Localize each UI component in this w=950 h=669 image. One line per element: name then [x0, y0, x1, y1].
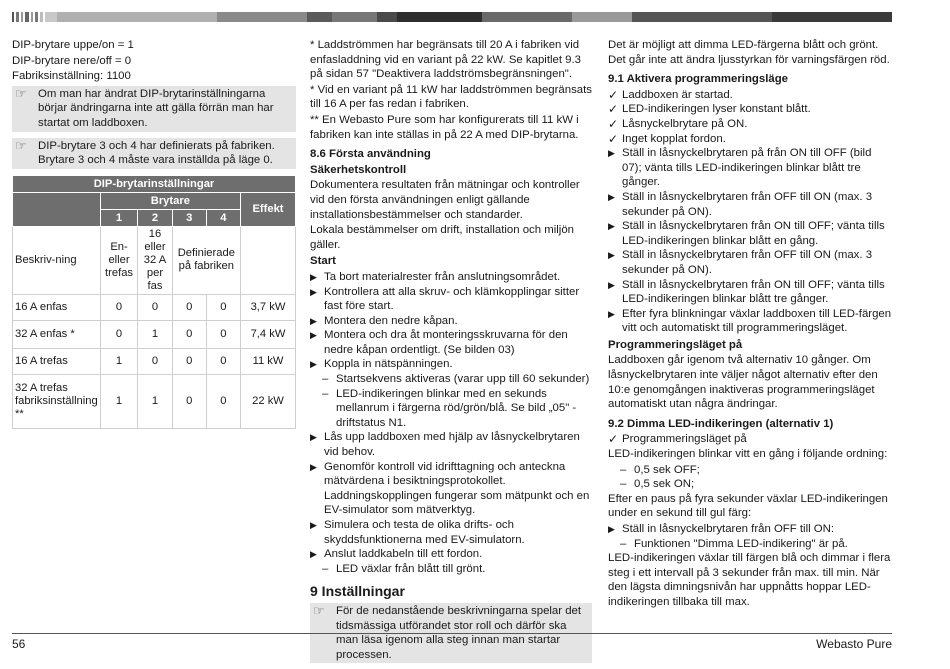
list-subitem: – Startsekvens aktiveras (varar upp till 60 sekunder) — [322, 373, 590, 386]
dash-icon: – — [620, 478, 627, 491]
list-item: ✓ Låsnyckelbrytare på ON. — [608, 116, 748, 131]
note-restart: ☞ Om man har ändrat DIP-brytarinställningarna börjar ändringarna inte att gälla förrän man har startat om laddboxen. — [12, 86, 296, 132]
header-decor-bar — [12, 12, 892, 22]
triangle-right-icon: ▶ — [608, 250, 615, 261]
pointing-hand-icon: ☞ — [15, 85, 27, 101]
list-item: ▶ Kontrollera att alla skruv- och klämkopplingar sitter fast före start. — [310, 285, 580, 313]
triangle-right-icon: ▶ — [608, 308, 615, 319]
table-title: DIP-brytarinställningar — [13, 175, 296, 192]
footnote-16a: * Vid en variant på 11 kW har laddströmmen begränsats till 16 A per fas redan i fabriken. — [310, 83, 592, 111]
dash-icon: – — [322, 562, 329, 575]
list-item: ▶ Montera den nedre kåpan. — [310, 314, 458, 327]
list-subitem: – 0,5 sek ON; — [620, 478, 695, 491]
list-subitem: – 0,5 sek OFF; — [620, 463, 700, 476]
list-item: ▶ Efter fyra blinkningar växlar laddboxen till LED-färgen vitt och automatiskt till programmeringsläget. — [608, 307, 892, 335]
pause-text: Efter en paus på fyra sekunder växlar LED-indikeringen under en sekund till gul färg: — [608, 492, 888, 520]
check-icon: ✓ — [608, 432, 619, 447]
list-item: ▶ Genomför kontroll vid idrifttagning och anteckna mätvärdena i besiktningsprotokollet. Laddningskopplingen fungerar som mätpunkt och en EV-simulator som mätverktyg. — [310, 460, 590, 517]
footnote-20a: * Laddströmmen har begränsats till 20 A i fabriken vid enfasladdning vid en variant på 22 kW. Se kapitlet 9.3 på sidan 57 "Deaktivera laddströmsbegränsningen". — [310, 39, 582, 81]
header-switch-3: 3 — [172, 209, 206, 226]
brand-name: Webasto Pure — [816, 637, 892, 651]
dip-off-line: DIP-brytare nere/off = 0 — [12, 54, 132, 67]
dash-icon: – — [620, 537, 627, 550]
safety-check-heading: Säkerhetskontroll — [310, 163, 407, 176]
list-item: ▶ Montera och dra åt monteringsskruvarna för den nedre kåpan ordentligt. (Se bilden 03) — [310, 329, 568, 356]
triangle-right-icon: ▶ — [608, 524, 615, 534]
list-subitem: – LED-indikeringen blinkar med en sekunds mellanrum i färgerna röd/grön/blå. Se bild „05" - driftstatus N1. — [322, 387, 577, 429]
list-item: ▶ Ställ in låsnyckelbrytaren från OFF till ON (max. 3 sekunder på ON). — [608, 190, 873, 218]
table-row: 32 A enfas * 0 1 0 0 7,4 kW — [13, 320, 296, 348]
triangle-right-icon: ▶ — [608, 279, 615, 290]
triangle-right-icon: ▶ — [608, 191, 615, 202]
note-timing: ☞ För de nedanstående beskrivningarna spelar det tidsmässiga utförandet stor roll och därför ska man läsa igenom alla steg innan man startar processen. — [310, 603, 592, 663]
list-item: ▶ Ställ in låsnyckelbrytaren från ON till OFF; vänta tills LED-indikeringen blinkar blått en gång. — [608, 220, 885, 247]
check-icon: ✓ — [608, 87, 619, 102]
header-switch-2: 2 — [138, 209, 172, 226]
table-row: 16 A enfas 0 0 0 0 3,7 kW — [13, 294, 296, 320]
header-brytare: Brytare — [100, 192, 240, 209]
dip-switch-table — [12, 175, 296, 429]
triangle-right-icon: ▶ — [310, 520, 317, 530]
dimming-intro: Det är möjligt att dimma LED-färgerna blått och grönt. Det går inte att ändra ljusstyrkan för varningsfärgen röd. — [608, 39, 890, 66]
triangle-right-icon: ▶ — [310, 330, 317, 341]
dip-on-line: DIP-brytare uppe/on = 1 — [12, 39, 134, 51]
list-item: ▶ Anslut laddkabeln till ett fordon. — [310, 548, 483, 561]
check-icon: ✓ — [608, 131, 619, 146]
list-item: ▶ Ta bort materialrester från anslutningsområdet. — [310, 270, 561, 283]
cell-desc-2: 16 eller 32 A per fas — [138, 226, 172, 294]
check-icon: ✓ — [608, 102, 619, 117]
page-footer — [12, 633, 892, 652]
column-right — [608, 38, 892, 611]
local-rules-text: Lokala bestämmelser om drift, installation och miljön gäller. — [310, 224, 574, 251]
list-item: ▶ Lås upp laddboxen med hjälp av låsnyckelbrytaren vid behov. — [310, 431, 580, 459]
start-heading: Start — [310, 255, 336, 268]
section-9-1-heading: 9.1 Aktivera programmeringsläge — [608, 73, 789, 86]
cell-desc-34: Definierade på fabriken — [172, 226, 240, 294]
list-item: ▶ Ställ in låsnyckelbrytaren från OFF till ON (max. 3 sekunder på ON). — [608, 249, 873, 276]
section-8-6-heading: 8.6 Första användning — [310, 148, 431, 161]
section-9-heading: 9 Inställningar — [310, 583, 405, 600]
triangle-right-icon: ▶ — [310, 549, 317, 560]
table-row: 16 A trefas 1 0 0 0 11 kW — [13, 348, 296, 374]
list-item: ▶ Koppla in nätspänningen. — [310, 358, 453, 371]
list-item: ✓ Inget kopplat fordon. — [608, 131, 726, 146]
list-item: ▶ Ställ in låsnyckelbrytaren på från ON till OFF (bild 07); vänta tills LED-indikeringen blinkar blått tre gånger. — [608, 147, 872, 189]
cell-beskrivning: Beskriv-ning — [13, 226, 101, 294]
list-item: ✓ Programmeringsläget på — [608, 432, 747, 447]
list-item: ▶ Simulera och testa de olika drifts- och skyddsfunktionerna med EV-simulatorn. — [310, 519, 525, 546]
table-row: 32 A trefas fabriksinställning ** 1 1 0 0 22 kW — [13, 374, 296, 428]
footnote-11kw: ** En Webasto Pure som har konfigurerats till 11 kW i fabriken kan inte ställas in på 22 A med DIP-brytarna. — [310, 113, 579, 141]
column-left — [12, 38, 296, 429]
note-factory-switches: ☞ DIP-brytare 3 och 4 har definierats på fabriken. Brytare 3 och 4 måste vara inställda på läge 0. — [12, 138, 296, 169]
dash-icon: – — [322, 387, 329, 400]
list-subitem: – Funktionen "Dimma LED-indikering" är på. — [620, 537, 848, 550]
factory-setting-line: Fabriksinställning: 1100 — [12, 70, 131, 83]
dash-icon: – — [322, 373, 329, 386]
triangle-right-icon: ▶ — [608, 148, 615, 159]
doc-results-text: Dokumentera resultaten från mätningar och kontroller vid den första användningen enligt gällande installationsbestämmelser och standarder. — [310, 179, 580, 221]
triangle-right-icon: ▶ — [608, 221, 615, 232]
dash-icon: – — [620, 463, 627, 476]
header-effekt: Effekt — [241, 192, 296, 226]
section-9-2-heading: 9.2 Dimma LED-indikeringen (alternativ 1) — [608, 417, 834, 430]
list-subitem: – LED växlar från blått till grönt. — [322, 562, 486, 575]
triangle-right-icon: ▶ — [310, 359, 317, 370]
page-number: 56 — [12, 637, 26, 651]
programming-mode-text: Laddboxen går igenom två alternativ 10 gånger. Om låsnyckelbrytaren inte väljer något alternativ efter den 10:e genomgången inaktiveras programmeringsläget automatiskt utan några ändringar. — [608, 354, 878, 411]
programming-mode-heading: Programmeringsläget på — [608, 338, 743, 351]
triangle-right-icon: ▶ — [310, 271, 317, 282]
pointing-hand-icon: ☞ — [313, 602, 325, 618]
list-item: ✓ Laddboxen är startad. — [608, 87, 733, 102]
check-icon: ✓ — [608, 116, 619, 131]
dimming-steps-text: LED-indikeringen växlar till färgen blå och dimmar i flera steg i ett intervall på 3 sekunder från max. till min. När den lägsta dimningsnivån har uppnåtts hoppar LED-indikeringen tillbaka till max. — [608, 552, 891, 608]
column-middle — [310, 38, 592, 669]
list-item: ▶ Ställ in låsnyckelbrytaren från OFF till ON: — [608, 523, 835, 535]
list-item: ✓ LED-indikeringen lyser konstant blått. — [608, 102, 811, 117]
triangle-right-icon: ▶ — [310, 315, 317, 326]
triangle-right-icon: ▶ — [310, 461, 317, 472]
blink-order-text: LED-indikeringen blinkar vitt en gång i följande ordning: — [608, 448, 888, 461]
header-switch-1: 1 — [100, 209, 138, 226]
list-item: ▶ Ställ in låsnyckelbrytaren från ON till OFF; vänta tills LED-indikeringen blinkar blått tre gånger. — [608, 278, 885, 306]
header-switch-4: 4 — [206, 209, 240, 226]
pointing-hand-icon: ☞ — [15, 137, 27, 153]
cell-desc-1: En- eller trefas — [100, 226, 138, 294]
triangle-right-icon: ▶ — [310, 286, 317, 297]
triangle-right-icon: ▶ — [310, 432, 317, 443]
